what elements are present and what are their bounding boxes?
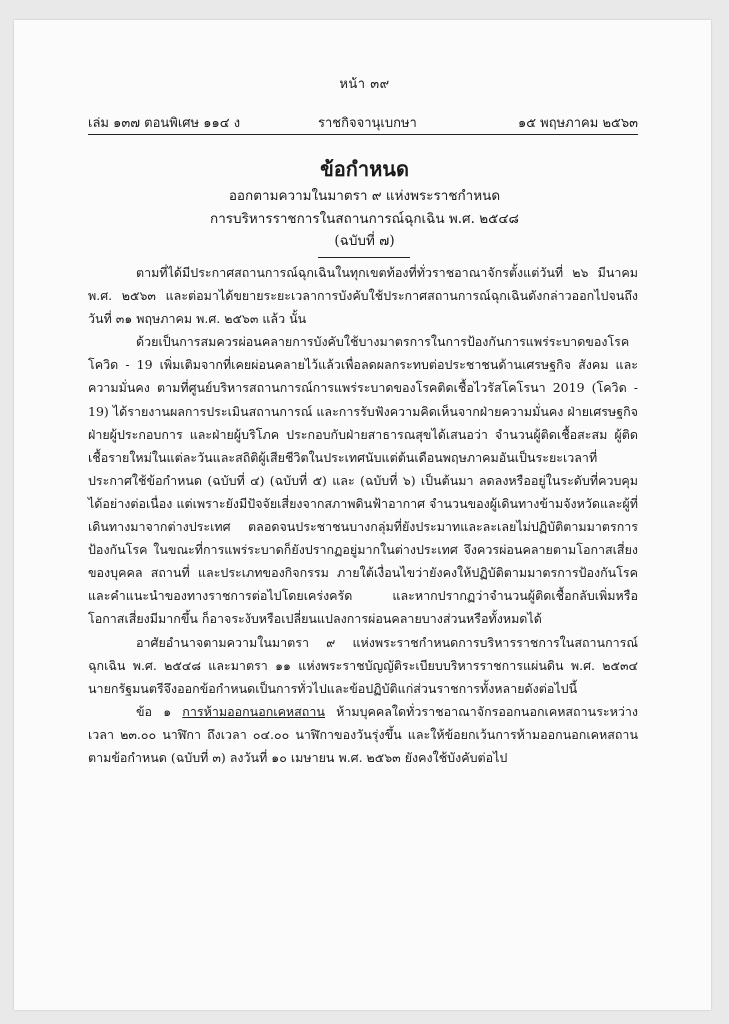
- clause-1-heading: การห้ามออกนอกเคหสถาน: [182, 703, 325, 719]
- publication-name: ราชกิจจานุเบกษา: [318, 116, 417, 131]
- header-divider: [88, 134, 638, 135]
- paragraph-authority: อาศัยอำนาจตามความในมาตรา ๙ แห่งพระราชกำหนดการบริหารราชการในสถานการณ์ฉุกเฉิน พ.ศ. ๒๕๔๘ และมาตรา ๑๑ แห่งพระราชบัญญัติระเบียบบริหารราชการแผ่นดิน พ.ศ. ๒๕๓๔ นายกรัฐมนตรีจึงออกข้อกำหนดเป็นการทั่วไปและข้อปฏิบัติแก่ส่วนราชการทั้งหลายดังต่อไปนี้: [88, 634, 638, 696]
- page-number: หน้า ๓๙: [339, 77, 390, 92]
- clause-1: [88, 700, 638, 769]
- gazette-header: [88, 112, 638, 132]
- document-subtitle-line2: การบริหารราชการในสถานการณ์ฉุกเฉิน พ.ศ. ๒๕๔๘: [210, 211, 519, 227]
- document-title: ข้อกำหนด: [320, 157, 409, 181]
- publication-date: ๑๕ พฤษภาคม ๒๕๖๓: [517, 116, 638, 131]
- document-subtitle-line1: ออกตามความในมาตรา ๙ แห่งพระราชกำหนด: [228, 188, 501, 204]
- clause-1-number: ข้อ ๑: [136, 703, 183, 719]
- document-subtitle-line3: (ฉบับที่ ๗): [334, 233, 395, 249]
- document-body: [88, 261, 638, 769]
- paragraph-rationale: ด้วยเป็นการสมควรผ่อนคลายการบังคับใช้บางมาตรการในการป้องกันการแพร่ระบาดของโรคโควิด - 19 เพิ่มเติมจากที่เคยผ่อนคลายไว้แล้วเพื่อลดผลกระทบต่อประชาชนด้านเศรษฐกิจ สังคม และความมั่นคง ตามที่ศูนย์บริหารสถานการณ์การแพร่ระบาดของโรคติดเชื้อไวรัสโคโรนา 2019 (โควิด - 19) ได้รายงานผลการประเมินสถานการณ์ และการรับฟังความคิดเห็นจากฝ่ายความมั่นคง ฝ่ายเศรษฐกิจ ฝ่ายผู้ประกอบการ และฝ่ายผู้บริโภค ประกอบกับฝ่ายสาธารณสุขได้เสนอว่า จำนวนผู้ติดเชื้อสะสม ผู้ติดเชื้อรายใหม่ในแต่ละวันและสถิติผู้เสียชีวิตในประเทศนับแต่ต้นเดือนพฤษภาคมอันเป็นระยะเวลาที่ประกาศใช้ข้อกำหนด (ฉบับที่ ๔) (ฉบับที่ ๕) และ (ฉบับที่ ๖) เป็นต้นมา ลดลงหรืออยู่ในระดับที่ควบคุมได้อย่างต่อเนื่อง แต่เพราะยังมีปัจจัยเสี่ยงจากสภาพดินฟ้าอากาศ จำนวนของผู้เดินทางข้ามจังหวัดและผู้ที่เดินทางมาจากต่างประเทศ ตลอดจนประชาชนบางกลุ่มที่ยังประมาทและละเลยไม่ปฏิบัติตามมาตรการป้องกันโรค ในขณะที่การแพร่ระบาดก็ยังปรากฏอยู่มากในต่างประเทศ จึงควรผ่อนคลายตามโอกาสเสี่ยงของบุคคล สถานที่ และประเภทของกิจกรรม ภายใต้เงื่อนไขว่ายังคงให้ปฏิบัติตามมาตรการป้องกันโรคและคำแนะนำของทางราชการต่อไปโดยเคร่งครัด และหากปรากฏว่าจำนวนผู้ติดเชื้อกลับเพิ่มหรือโอกาสเสี่ยงมีมากขึ้น ก็อาจระงับหรือเปลี่ยนแปลงการผ่อนคลายบางส่วนหรือทั้งหมดได้: [88, 334, 638, 627]
- title-divider: [318, 257, 410, 258]
- volume-issue: เล่ม ๑๓๗ ตอนพิเศษ ๑๑๔ ง: [88, 116, 241, 131]
- clause-1-text: ห้ามบุคคลใดทั่วราชอาณาจักรออกนอกเคหสถานระหว่างเวลา ๒๓.๐๐ นาฬิกา ถึงเวลา ๐๔.๐๐ นาฬิกาของวันรุ่งขึ้น และให้ข้อยกเว้นการห้ามออกนอกเคหสถานตามข้อกำหนด (ฉบับที่ ๓) ลงวันที่ ๑๐ เมษายน พ.ศ. ๒๕๖๓ ยังคงใช้บังคับต่อไป: [88, 703, 638, 765]
- paragraph-preamble: ตามที่ได้มีประกาศสถานการณ์ฉุกเฉินในทุกเขตท้องที่ทั่วราชอาณาจักรตั้งแต่วันที่ ๒๖ มีนาคม พ.ศ. ๒๕๖๓ และต่อมาได้ขยายระยะเวลาการบังคับใช้ประกาศสถานการณ์ฉุกเฉินดังกล่าวออกไปจนถึงวันที่ ๓๑ พฤษภาคม พ.ศ. ๒๕๖๓ แล้ว นั้น: [88, 265, 638, 327]
